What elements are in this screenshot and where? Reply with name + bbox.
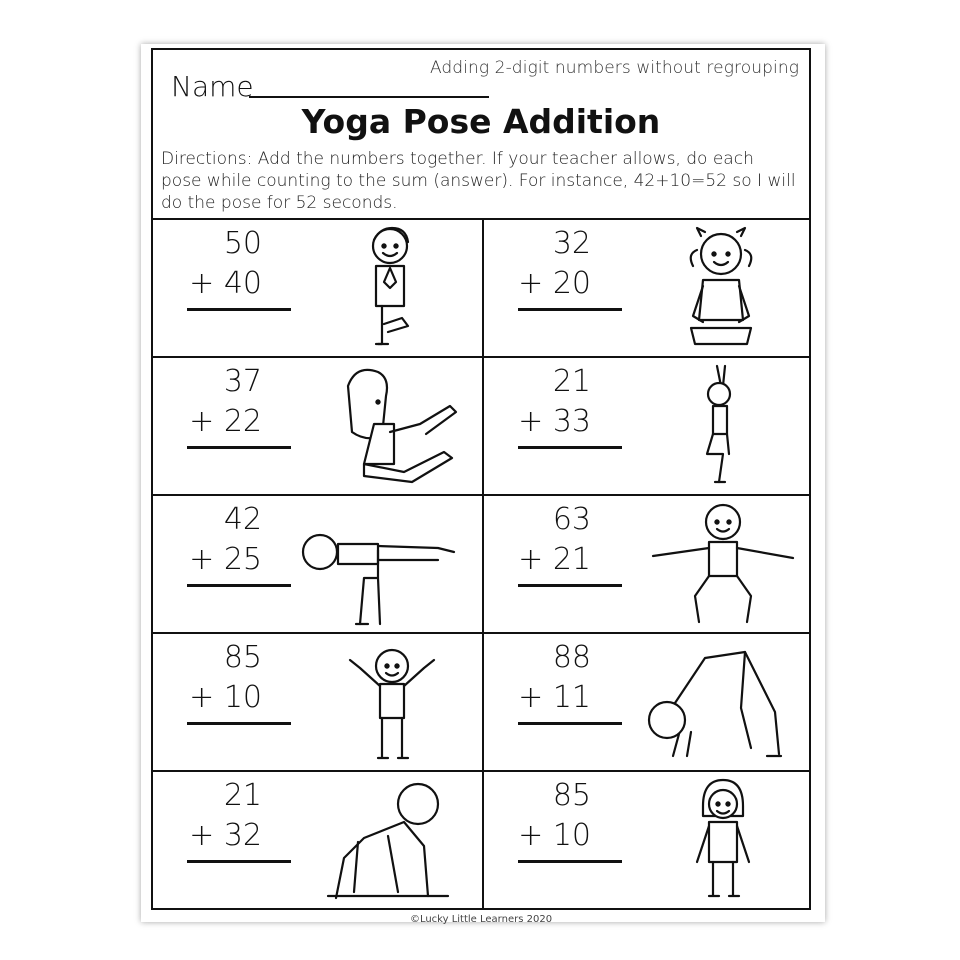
problem-top-number: 37 bbox=[223, 364, 262, 399]
answer-line[interactable] bbox=[187, 308, 291, 311]
problem-top-number: 32 bbox=[552, 226, 591, 261]
worksheet-subtitle: Adding 2-digit numbers without regrouping bbox=[429, 58, 799, 78]
downward-dog-pose-icon bbox=[635, 638, 805, 768]
problem-cell bbox=[482, 496, 811, 634]
directions-text: Directions: Add the numbers together. If your teacher allows, do each pose while counting to the sum (answer). For instance, 42+10=52 so I will do the pose for 52 seconds. bbox=[161, 149, 796, 213]
problem-addend: + 25 bbox=[189, 542, 262, 577]
problem-top-number: 50 bbox=[223, 226, 262, 261]
problem-cell bbox=[482, 220, 811, 358]
problem-addend: + 10 bbox=[189, 680, 262, 715]
boat-pose-icon bbox=[324, 362, 464, 492]
answer-line[interactable] bbox=[187, 584, 291, 587]
problem-addend: + 10 bbox=[518, 818, 591, 853]
problem-addend: + 20 bbox=[518, 266, 591, 301]
problem-addend: + 40 bbox=[189, 266, 262, 301]
cat-pose-icon bbox=[318, 776, 468, 906]
problem-top-number: 88 bbox=[552, 640, 591, 675]
problem-cell bbox=[153, 496, 482, 634]
problem-addend: + 21 bbox=[518, 542, 591, 577]
copyright-footer: ©Lucky Little Learners 2020 bbox=[409, 914, 553, 925]
answer-line[interactable] bbox=[518, 446, 622, 449]
answer-line[interactable] bbox=[187, 722, 291, 725]
problem-addend: + 22 bbox=[189, 404, 262, 439]
answer-line[interactable] bbox=[518, 308, 622, 311]
problem-cell bbox=[153, 772, 482, 910]
problem-top-number: 21 bbox=[223, 778, 262, 813]
chair-pose-icon bbox=[661, 362, 781, 492]
problem-cell bbox=[482, 772, 811, 910]
worksheet-frame bbox=[151, 48, 811, 925]
warrior-three-pose-icon bbox=[294, 500, 474, 630]
tree-pose-icon bbox=[332, 224, 452, 354]
answer-line[interactable] bbox=[518, 860, 622, 863]
answer-line[interactable] bbox=[187, 446, 291, 449]
problem-cell bbox=[153, 358, 482, 496]
problem-cell bbox=[153, 634, 482, 772]
problem-grid bbox=[153, 220, 809, 910]
answer-line[interactable] bbox=[518, 584, 622, 587]
seated-pose-icon bbox=[661, 224, 781, 354]
page-title: Yoga Pose Addition bbox=[301, 102, 661, 141]
problem-cell bbox=[482, 358, 811, 496]
problem-addend: + 33 bbox=[518, 404, 591, 439]
problem-addend: + 11 bbox=[518, 680, 591, 715]
problem-cell bbox=[153, 220, 482, 358]
problem-top-number: 42 bbox=[223, 502, 262, 537]
answer-line[interactable] bbox=[518, 722, 622, 725]
standing-pose-icon bbox=[661, 776, 781, 906]
worksheet-header bbox=[153, 50, 809, 220]
problem-addend: + 32 bbox=[189, 818, 262, 853]
goddess-pose-icon bbox=[643, 500, 803, 630]
name-field-line[interactable] bbox=[249, 96, 489, 98]
arms-up-pose-icon bbox=[332, 638, 452, 768]
problem-top-number: 85 bbox=[552, 778, 591, 813]
problem-top-number: 63 bbox=[552, 502, 591, 537]
problem-top-number: 85 bbox=[223, 640, 262, 675]
name-label: Name bbox=[171, 70, 254, 103]
problem-top-number: 21 bbox=[552, 364, 591, 399]
problem-cell bbox=[482, 634, 811, 772]
answer-line[interactable] bbox=[187, 860, 291, 863]
